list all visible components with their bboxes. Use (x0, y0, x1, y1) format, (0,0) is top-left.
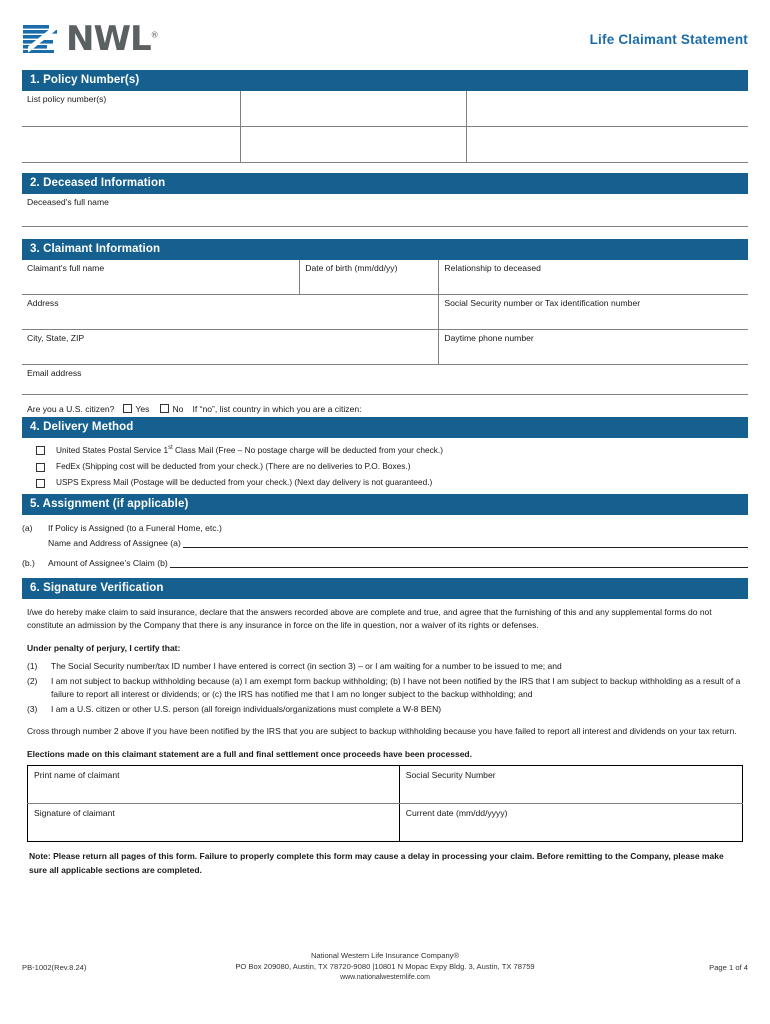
assignment-b-marker: (b.) (22, 557, 35, 568)
dob-format-hint: (mm/dd/yy) (354, 263, 398, 273)
company-website: www.nationalwesternlife.com (340, 974, 430, 982)
date-of-birth-field[interactable] (300, 260, 439, 295)
claimant-name-field[interactable]: Claimant's full name (22, 260, 300, 295)
assignment-a-text: If Policy is Assigned (to a Funeral Home, etc.) (48, 522, 222, 533)
delivery-method-options (22, 438, 748, 494)
policy-number-cell-3[interactable] (467, 91, 748, 127)
logo-registered-mark: ® (150, 30, 158, 40)
delivery-option-usps-first-class[interactable] (22, 442, 748, 459)
policy-number-cell-5[interactable] (241, 127, 467, 163)
company-name: National Western Life Insurance Company® (310, 950, 460, 960)
nwl-logo-mark-icon (22, 23, 62, 56)
relationship-field[interactable]: Relationship to deceased (439, 260, 748, 295)
deceased-full-name-field[interactable]: Deceased's full name (22, 194, 748, 227)
assignment-b-text: Amount of Assignee’s Claim (b) (48, 557, 168, 568)
perjury-item-2-text: I am not subject to backup withholding because (a) I am exempt form backup withholding; (b) I have not been notified by the IRS that I am subject to backup withholding as a result of a failure to report all interest or dividends; or (c) the IRS has notified me that I am no longer subject to the backup withholding; and (51, 675, 741, 700)
table-row (28, 804, 743, 842)
logo-wordmark (66, 19, 158, 59)
cross-through-paragraph: Cross through number 2 above if you have been notified by the IRS that you are subject to backup withholding because you have failed to report all interest and dividends on your tax return. (27, 725, 737, 736)
perjury-item-3-text: I am a U.S. citizen or other U.S. person (all foreign individuals/organizations must complete a W-8 BEN) (51, 704, 442, 715)
delivery-option-usps-express[interactable] (22, 475, 748, 491)
footer-company-block (142, 950, 628, 984)
city-state-zip-field[interactable]: City, State, ZIP (22, 330, 439, 365)
table-row (22, 91, 748, 127)
daytime-phone-field[interactable]: Daytime phone number (439, 330, 748, 365)
assignee-label: Name and Address of Assignee (a) (48, 538, 181, 549)
perjury-heading: Under penalty of perjury, I certify that: (27, 643, 181, 654)
table-row (22, 260, 748, 295)
section-2-header: 2. Deceased Information (22, 173, 748, 194)
assignment-b-input-line[interactable] (170, 556, 748, 568)
delivery-option-fedex[interactable] (22, 459, 748, 475)
citizen-question-label: Are you a U.S. citizen? (27, 403, 115, 414)
table-row (28, 766, 743, 804)
assignment-block (22, 515, 748, 578)
citizen-yes-label: Yes (135, 403, 150, 414)
signature-table (27, 765, 743, 842)
delivery-fedex-label: FedEx (Shipping cost will be deducted from your check.) (There are no deliveries to P.O. Boxes.) (56, 460, 411, 471)
assignment-item-b[interactable] (22, 556, 748, 572)
section-6-header: 6. Signature Verification (22, 578, 748, 599)
document-title: Life Claimant Statement (589, 31, 748, 47)
delivery-usps-label-pre: United States Postal Service 1 (56, 444, 169, 455)
claimant-information-table (22, 260, 748, 365)
delivery-express-label: USPS Express Mail (Postage will be deducted from your check.) (Next day delivery is not guaranteed.) (56, 476, 433, 487)
ssn-field[interactable]: Social Security Number (399, 766, 742, 804)
policy-number-table (22, 91, 748, 163)
current-date-field[interactable]: Current date (mm/dd/yyyy) (405, 808, 508, 819)
assignee-input-line[interactable] (183, 536, 748, 548)
signature-field[interactable]: Signature of claimant (28, 804, 400, 842)
dob-label: Date of birth (305, 263, 355, 273)
citizen-yes-checkbox[interactable] (123, 404, 132, 413)
table-row (22, 295, 748, 330)
delivery-express-checkbox[interactable] (36, 479, 45, 488)
address-field[interactable]: Address (22, 295, 439, 330)
ssn-tin-field[interactable]: Social Security number or Tax identification number (439, 295, 748, 330)
section-5-header: 5. Assignment (if applicable) (22, 494, 748, 515)
assignment-item-a (22, 521, 748, 537)
list-item (27, 703, 743, 717)
return-pages-note: Note: Please return all pages of this form. Failure to properly complete this form may cause a delay in processing your claim. Before remitting to the Company, please make sure all applicable sections are completed. (29, 851, 724, 875)
citizen-no-label: No (172, 403, 184, 414)
assignment-a-marker: (a) (22, 522, 33, 533)
delivery-usps-label-post: Class Mail (Free – No postage charge will be deducted from your check.) (172, 444, 443, 455)
citizenship-question-row (22, 395, 748, 417)
company-address: PO Box 209080, Austin, TX 78720-9080 |10801 N Mopac Expy Bldg. 3, Austin, TX 78759 (235, 962, 535, 972)
declaration-paragraph: I/we do hereby make claim to said insurance, declare that the answers recorded above are complete and true, and agree that the furnishing of this and any supplemental forms do not constitute an admission by the Company that there is any insurance in force on the life in question, nor a waiver of its rights or defenses. (27, 606, 712, 631)
policy-number-cell-2[interactable] (241, 91, 467, 127)
delivery-fedex-checkbox[interactable] (36, 463, 45, 472)
table-row (22, 330, 748, 365)
table-row (22, 127, 748, 163)
section-1-header: 1. Policy Number(s) (22, 70, 748, 91)
page-number: Page 1 of 4 (709, 962, 748, 972)
section-3-header: 3. Claimant Information (22, 239, 748, 260)
signature-verification-body (22, 599, 748, 877)
delivery-usps-label (56, 445, 443, 456)
policy-number-cell-6[interactable] (467, 127, 748, 163)
logo-wordmark-text: NWL (66, 19, 151, 59)
list-item (27, 660, 743, 674)
citizen-country-prompt: If “no”, list country in which you are a citizen: (192, 403, 362, 414)
section-4-header: 4. Delivery Method (22, 417, 748, 438)
policy-label-cell[interactable]: List policy number(s) (22, 91, 241, 127)
form-code: PB-1002(Rev.8.24) (22, 962, 87, 972)
email-address-field[interactable]: Email address (22, 365, 748, 395)
nwl-logo (22, 19, 158, 59)
list-item (27, 675, 743, 703)
page-footer (22, 950, 748, 984)
perjury-item-1-number: (1) (27, 660, 38, 671)
perjury-item-3-number: (3) (27, 704, 38, 715)
citizen-no-checkbox[interactable] (160, 404, 169, 413)
page-header (22, 0, 748, 70)
delivery-usps-checkbox[interactable] (36, 446, 45, 455)
delivery-usps-label-sup: st (168, 445, 173, 451)
policy-number-cell-4[interactable] (22, 127, 241, 163)
perjury-certification-list (27, 660, 743, 717)
perjury-item-2-number: (2) (27, 675, 38, 686)
elections-statement: Elections made on this claimant statement are a full and final settlement once proceeds have been processed. (27, 748, 472, 759)
print-name-field[interactable]: Print name of claimant (28, 766, 400, 804)
perjury-item-1-text: The Social Security number/tax ID number I have entered is correct (in section 3) – or I am waiting for a number to be issued to me; and (51, 660, 562, 671)
assignee-name-address-row[interactable] (22, 536, 748, 552)
